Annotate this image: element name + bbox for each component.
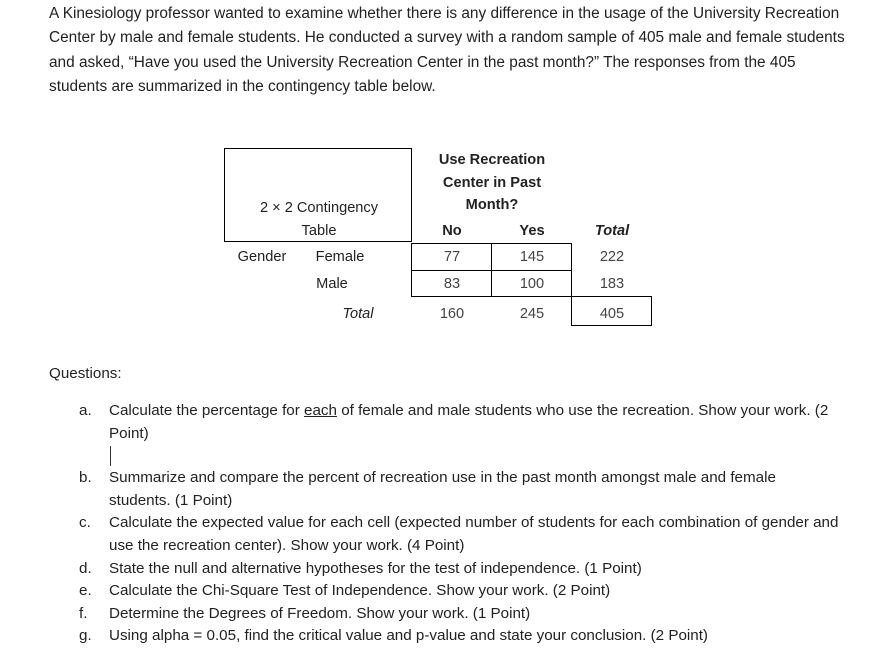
cell-male-yes: 100 [519, 276, 545, 292]
question-letter: e. [79, 582, 92, 600]
question-a-pre: Calculate the percentage for [109, 402, 305, 419]
cell-male-no: 83 [443, 276, 461, 292]
cell-female-yes: 145 [519, 249, 545, 265]
header-line3: Month? [465, 197, 519, 213]
question-letter: a. [79, 402, 92, 419]
question-e [49, 580, 839, 603]
question-f-text: Determine the Degrees of Freedom. Show your work. (1 Point) [109, 604, 531, 622]
title-box-left [224, 148, 225, 242]
cell-grand-total: 405 [599, 306, 625, 322]
title-box-top [224, 148, 412, 149]
cell-male-total: 183 [599, 276, 625, 292]
question-a-post: of female and male students who use the recreation. Show your work. (2 Point) [109, 402, 829, 442]
question-d [49, 558, 839, 581]
sample-size-1: 405 [638, 29, 665, 47]
intro-text-3: students are summarized in the contingency table below. [49, 77, 436, 95]
question-letter: f. [79, 604, 88, 622]
col-header-no: No [442, 223, 462, 239]
header-line2: Center in Past [442, 175, 542, 191]
cell-total-yes: 245 [519, 306, 545, 322]
questions-list [49, 400, 839, 648]
table-title-line2: Table [301, 223, 337, 239]
text-cursor [110, 446, 111, 466]
row-group-gender: Gender [237, 249, 287, 265]
question-letter: d. [79, 559, 92, 577]
cell-total-no: 160 [439, 306, 465, 322]
row-label-female: Female [315, 249, 365, 265]
question-a-underlined: each [304, 402, 337, 419]
col-header-total: Total [594, 223, 630, 239]
question-f [49, 603, 839, 626]
cell-female-no: 77 [443, 249, 461, 265]
intro-text-1: A Kinesiology professor wanted to examine whether there is any difference in the usage of the University Recreation Center by male and female students. He conducted a survey with a random sample of [49, 5, 840, 47]
question-e-text: Calculate the Chi-Square Test of Independence. Show your work. (2 Point) [109, 582, 611, 600]
col-header-yes: Yes [519, 223, 545, 239]
question-g-text: Using alpha = 0.05, find the critical value and p-value and state your conclusion. (2 Point) [109, 627, 708, 645]
intro-text-2: male and female students and asked, “Have you used the University Recreation Center in the past month?” The responses from the [49, 29, 845, 71]
row-label-male: Male [316, 276, 348, 292]
header-line1: Use Recreation [438, 152, 546, 168]
question-g [49, 625, 839, 648]
cell-female-total: 222 [599, 249, 625, 265]
question-letter: b. [79, 469, 92, 487]
question-c-text: Calculate the expected value for each cell (expected number of students for each combination of gender and use the recreation center). Show your work. (4 Point) [109, 514, 839, 554]
question-b [49, 467, 839, 512]
grand-box-top [571, 296, 652, 297]
question-d-text: State the null and alternative hypotheses for the test of independence. (1 Point) [109, 559, 642, 577]
row-label-total: Total [342, 306, 374, 322]
question-b-text: Summarize and compare the percent of recreation use in the past month amongst male and female students. (1 Point) [109, 469, 776, 509]
question-letter: c. [79, 514, 91, 532]
question-a [49, 400, 839, 445]
question-letter: g. [79, 627, 92, 645]
sample-size-2: 405 [769, 53, 796, 71]
questions-heading: Questions: [49, 365, 122, 382]
table-title-line1: 2 × 2 Contingency [259, 200, 379, 216]
question-c [49, 512, 839, 557]
